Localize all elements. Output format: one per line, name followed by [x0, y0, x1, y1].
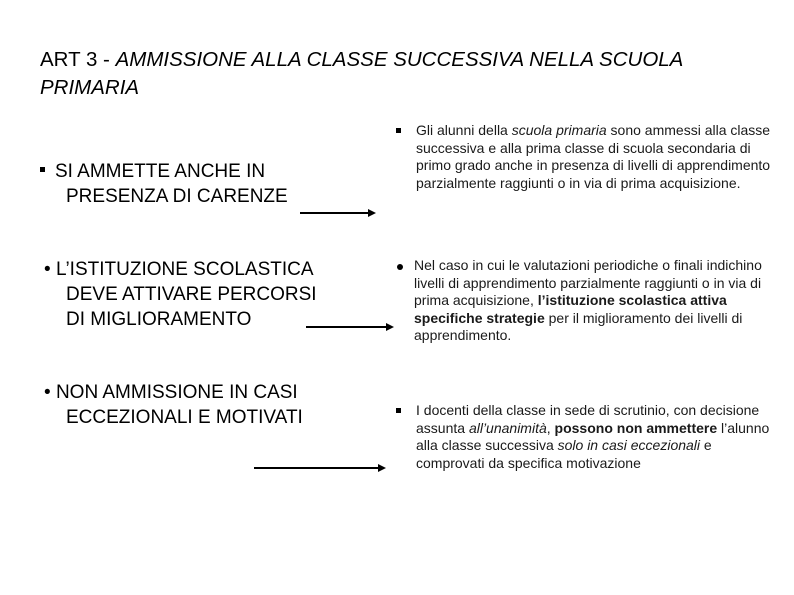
round-bullet-icon: • [44, 259, 51, 280]
left-item-line: SI AMMETTE ANCHE IN [55, 161, 266, 182]
arrow-right-icon [306, 321, 394, 333]
title-alla-classe: ALLA CLASSE [246, 48, 394, 71]
left-item-line: L’ISTITUZIONE SCOLASTICA [55, 259, 314, 280]
round-bullet-icon [397, 264, 403, 270]
left-item-non-ammissione [44, 380, 374, 430]
title-successiva: SUCCESSIVA NELLA SCUOLA PRIMARIA [40, 48, 683, 99]
left-item-line: PRESENZA DI CARENZE [66, 186, 288, 207]
arrow-right-icon [300, 207, 376, 219]
right-item-strategie: Nel caso in cui le valutazioni periodiche o finali indichino livelli di apprendimento parzialmente raggiunti o in via di prima acquisizione, l’istituzione scolastica attiva specifiche strategie per il miglioramento dei livelli di apprendimento. [414, 257, 762, 344]
left-item-line: ECCEZIONALI E MOTIVATI [66, 407, 303, 428]
right-item-ammissione: Gli alunni della scuola primaria sono ammessi alla classe successiva e alla prima classe di scuola secondaria di primo grado anche in presenza di livelli di apprendimento parzialmente raggiunti o in via di prima acquisizione. [416, 122, 771, 191]
left-item-line: NON AMMISSIONE IN CASI [55, 382, 298, 403]
title-ammissione: AMMISSIONE [115, 48, 247, 71]
right-item-non-ammissione: I docenti della classe in sede di scrutinio, con decisione assunta all’unanimità, possono non ammettere l’alunno alla classe successiva solo in casi eccezionali e comprovati da specifica motivazione [416, 402, 770, 471]
left-item-carenze [40, 159, 370, 209]
square-bullet-icon [396, 128, 401, 133]
square-bullet-icon [40, 167, 45, 172]
left-item-line: DI MIGLIORAMENTO [66, 309, 252, 330]
title-prefix: ART 3 - [40, 48, 116, 71]
left-item-line: DEVE ATTIVARE PERCORSI [66, 284, 317, 305]
arrow-right-icon [254, 462, 386, 474]
page-title [40, 46, 760, 102]
round-bullet-icon: • [44, 382, 51, 403]
square-bullet-icon [396, 408, 401, 413]
